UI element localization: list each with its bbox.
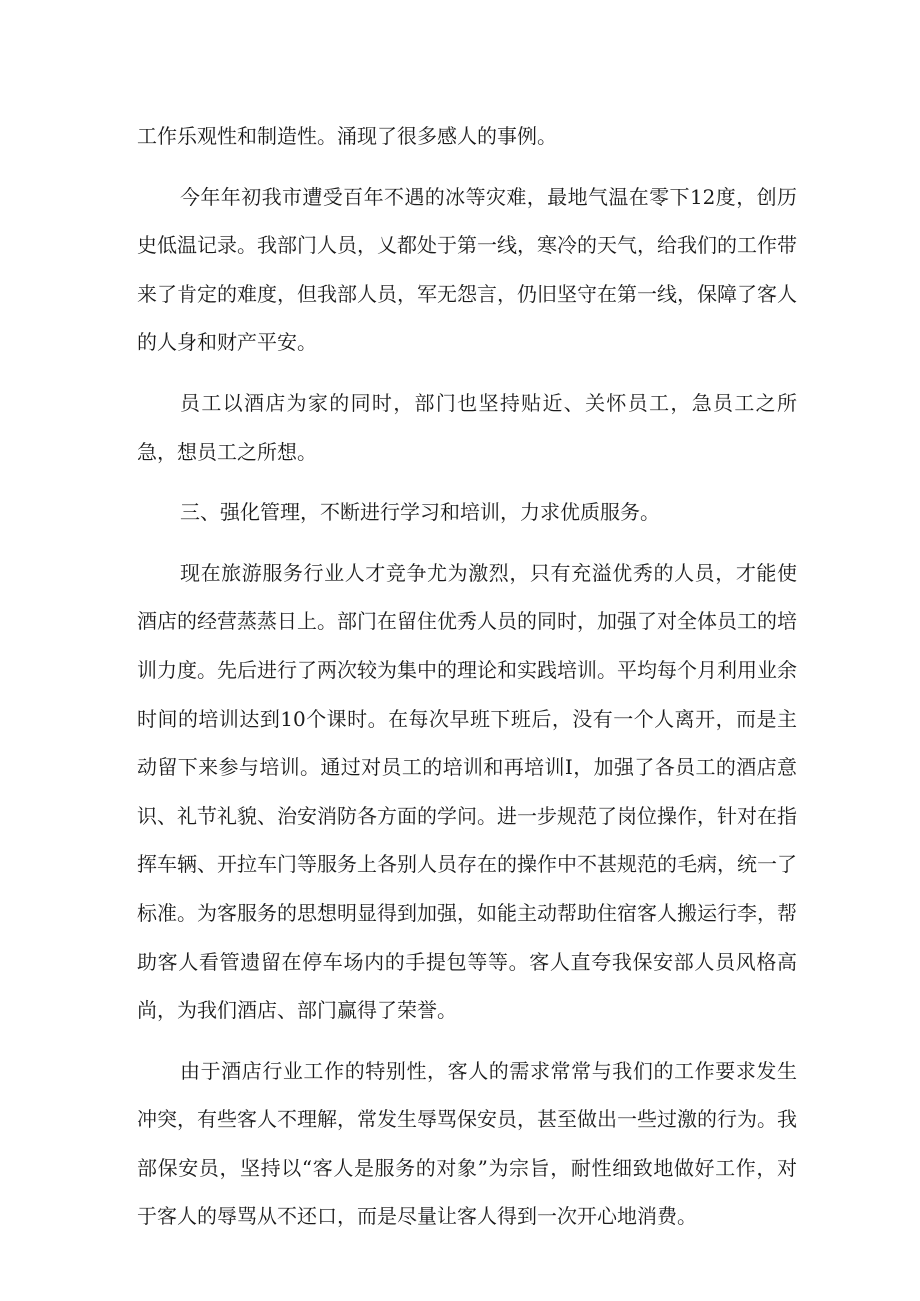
paragraph-2: 今年年初我市遭受百年不遇的冰等灾难，最地气温在零下12度，创历史低温记录。我部门人员，乂都处于第一线，寒冷的天气，给我们的工作带来了肯定的难度，但我部人员，军无怨言，仍旧坚守在第一线，保障了客人的人身和财产平安。	[137, 184, 797, 355]
paragraph-4: 现在旅游服务行业人才竞争尤为激烈，只有充溢优秀的人员，才能使酒店的经营蒸蒸日上。部门在留住优秀人员的同时，加强了对全体员工的培训力度。先后进行了两次较为集中的理论和实践培训。平均每个月利用业余时间的培训达到10个课时。在每次早班下班后，没有一个人离开，而是主动留下来参与培训。通过对员工的培训和再培训I，加强了各员工的酒店意识、礼节礼貌、治安消防各方面的学问。进一步规范了岗位操作，针对在指挥车辆、开拉车门等服务上各别人员存在的操作中不甚规范的毛病，统一了标准。为客服务的思想明显得到加强，如能主动帮助住宿客人搬运行李，帮助客人看管遗留在停车场内的手提包等等。客人直夸我保安部人员风格高尚，为我们酒店、部门赢得了荣誉。	[137, 560, 797, 1023]
section-heading-3: 三、强化管理，不断进行学习和培训，力求优质服务。	[180, 500, 660, 525]
paragraph-5: 由于酒店行业工作的特别性，客人的需求常常与我们的工作要求发生冲突，有些客人不理解，常发生辱骂保安员，甚至做出一些过激的行为。我部保安员，坚持以“客人是服务的对象”为宗旨，耐性细致地做好工作，对于客人的辱骂从不还口，而是尽量让客人得到一次开心地消费。	[137, 1058, 797, 1229]
document-body	[137, 112, 797, 1253]
paragraph-3: 员工以酒店为家的同时，部门也坚持贴近、关怀员工，急员工之所急，想员工之所想。	[137, 390, 797, 464]
paragraph-1: 工作乐观性和制造性。涌现了很多感人的事例。	[137, 124, 557, 148]
